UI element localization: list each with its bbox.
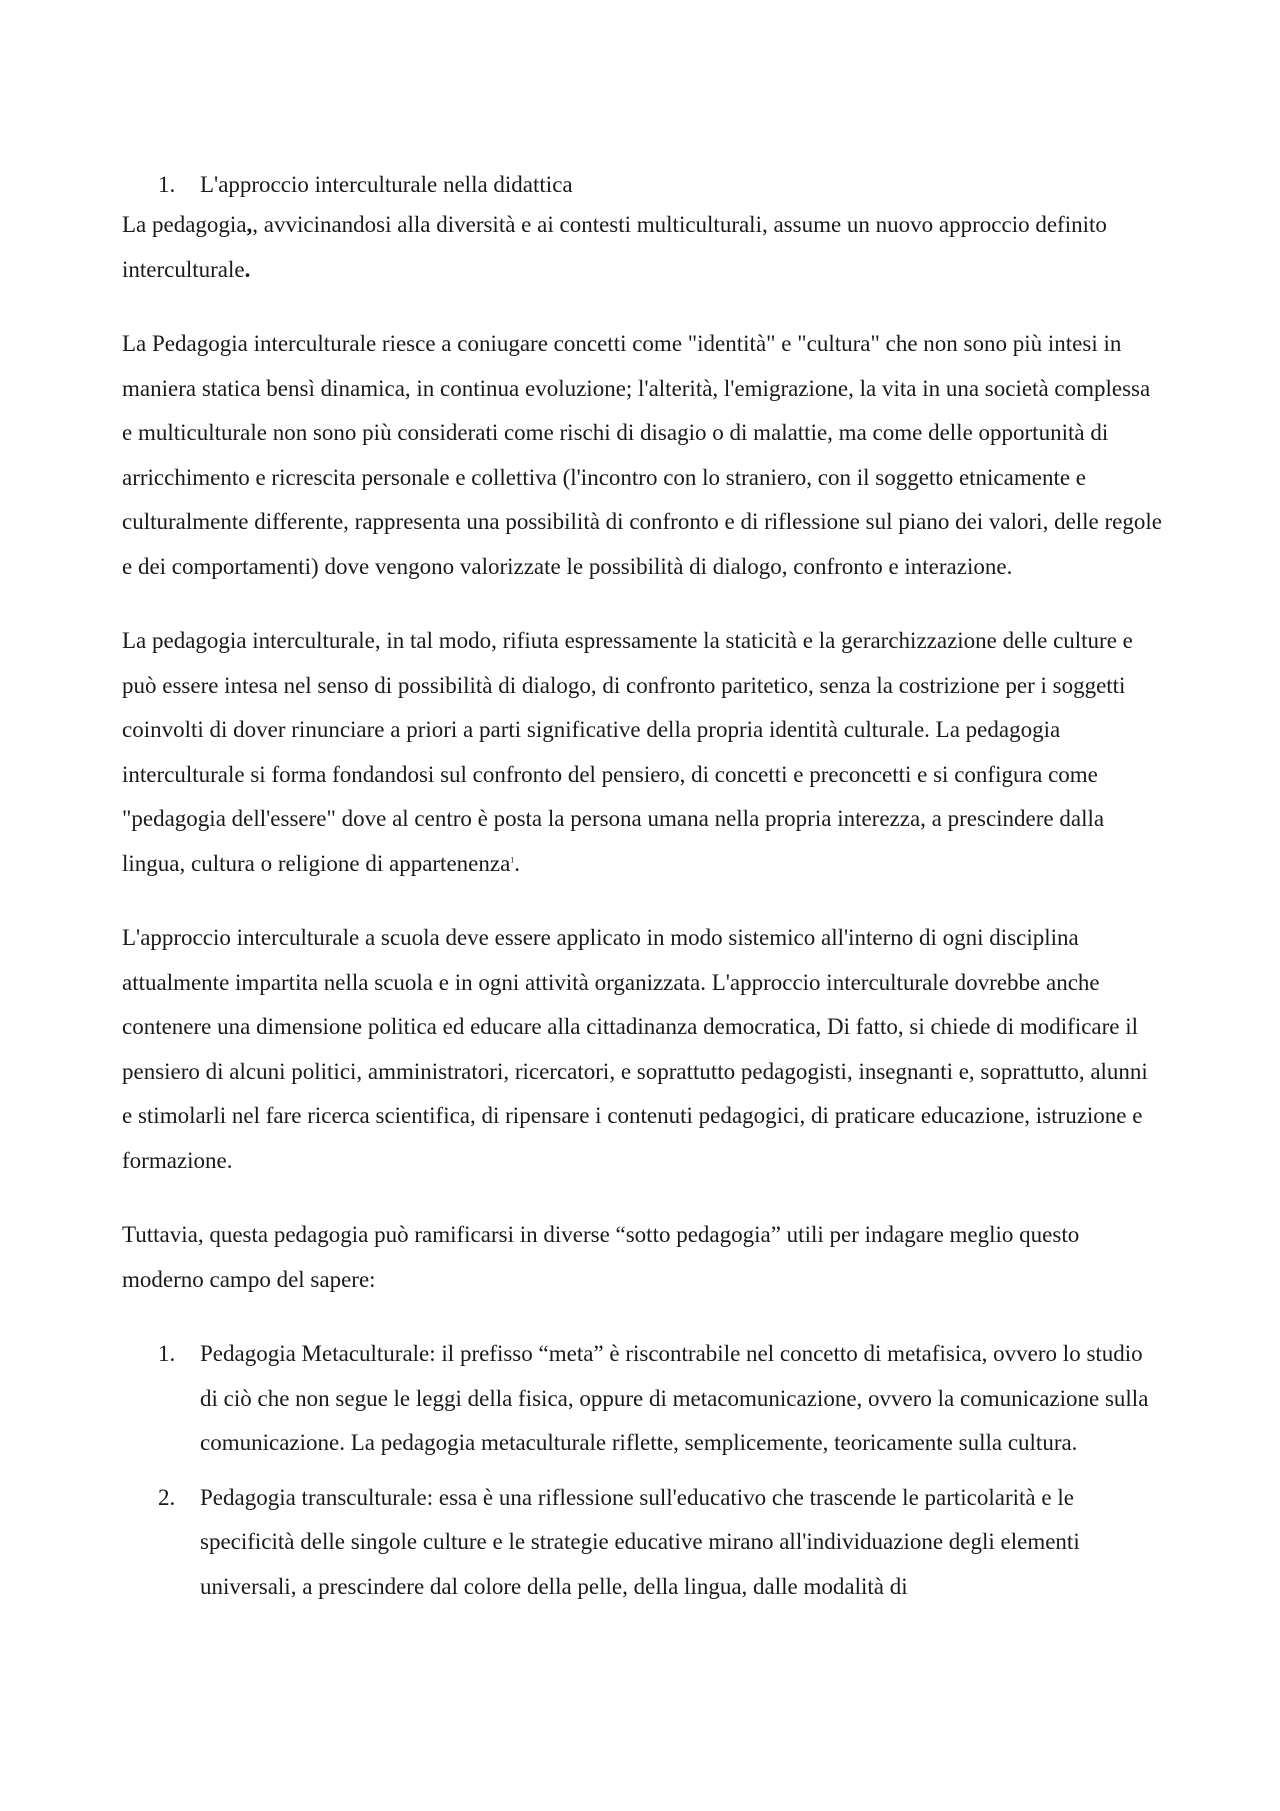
list-item [158, 1332, 1162, 1466]
list-item [158, 1476, 1162, 1610]
paragraph-sub-pedagogies-intro: Tuttavia, questa pedagogia può ramificarsi in diverse “sotto pedagogia” utili per indagare meglio questo moderno campo del sapere: [122, 1222, 1080, 1292]
heading-text: L'approccio interculturale nella didattica [200, 172, 573, 197]
paragraph-staticity [122, 619, 1162, 886]
list-item-number: 1. [158, 1341, 176, 1366]
paragraph-staticity-end: . [514, 850, 521, 876]
section-heading [158, 163, 1162, 207]
list-item-text: Pedagogia transculturale: essa è una riflessione sull'educativo che trascende le particolarità e le specificità delle singole culture e le strategie educative mirano all'individuazione degli elementi universali, a prescindere dal colore della pelle, della lingua, dalle modalità di [200, 1484, 1080, 1599]
paragraph-identity-culture: La Pedagogia interculturale riesce a coniugare concetti come "identità" e "cultura" che non sono più intesi in maniera statica bensì dinamica, in continua evoluzione; l'alterità, l'emigrazione, la vita in una società complessa e multiculturale non sono più considerati come rischi di disagio o di malattie, ma come delle opportunità di arricchimento e ricrescita personale e collettiva (l'incontro con lo straniero, con il soggetto etnicamente e culturalmente differente, rappresenta una possibilità di confronto e di riflessione sul piano dei valori, delle regole e dei comportamenti) dove vengono valorizzate le possibilità di dialogo, confronto e interazione. [122, 331, 1162, 579]
paragraph-school-approach: L'approccio interculturale a scuola deve essere applicato in modo sistemico all'interno di ogni disciplina attualmente impartita nella scuola e in ogni attività organizzata. L'approccio interculturale dovrebbe anche contenere una dimensione politica ed educare alla cittadinanza democratica, Di fatto, si chiede di modificare il pensiero di alcuni politici, amministratori, ricercatori, e soprattutto pedagogisti, insegnanti e, soprattutto, alunni e stimolarli nel fare ricerca scientifica, di ripensare i contenuti pedagogici, di praticare educazione, istruzione e formazione. [122, 925, 1148, 1173]
paragraph-intro [122, 203, 1162, 292]
paragraph-intro-b: , avvicinandosi alla diversità e ai contesti multiculturali, assume un nuovo approccio definito interculturale [122, 212, 1107, 282]
list-item-number: 2. [158, 1484, 176, 1510]
paragraph-intro-a: La pedagogia [122, 212, 247, 237]
paragraph-staticity-text: La pedagogia interculturale, in tal modo, rifiuta espressamente la staticità e la gerarchizzazione delle culture e può essere intesa nel senso di possibilità di dialogo, di confronto paritetico, senza la costrizione per i soggetti coinvolti di dover rinunciare a priori a parti significative della propria identità culturale. La pedagogia interculturale si forma fondandosi sul confronto del pensiero, di concetti e preconcetti e si configura come "pedagogia dell'essere" dove al centro è posta la persona umana nella propria interezza, a prescindere dalla lingua, cultura o religione di appartenenza [122, 628, 1133, 876]
paragraph-intro-comma: , [246, 212, 253, 237]
list-item-text: Pedagogia Metaculturale: il prefisso “meta” è riscontrabile nel concetto di metafisica, ovvero lo studio di ciò che non segue le leggi della fisica, oppure di metacomunicazione, ovvero la comunicazione sulla comunicazione. La pedagogia metaculturale riflette, semplicemente, teoricamente sulla cultura. [200, 1341, 1149, 1455]
heading-number: 1. [158, 172, 176, 197]
sub-pedagogies-list [122, 1332, 1162, 1609]
footnote-reference[interactable]: 1 [510, 854, 515, 864]
paragraph-intro-period: . [244, 256, 251, 282]
